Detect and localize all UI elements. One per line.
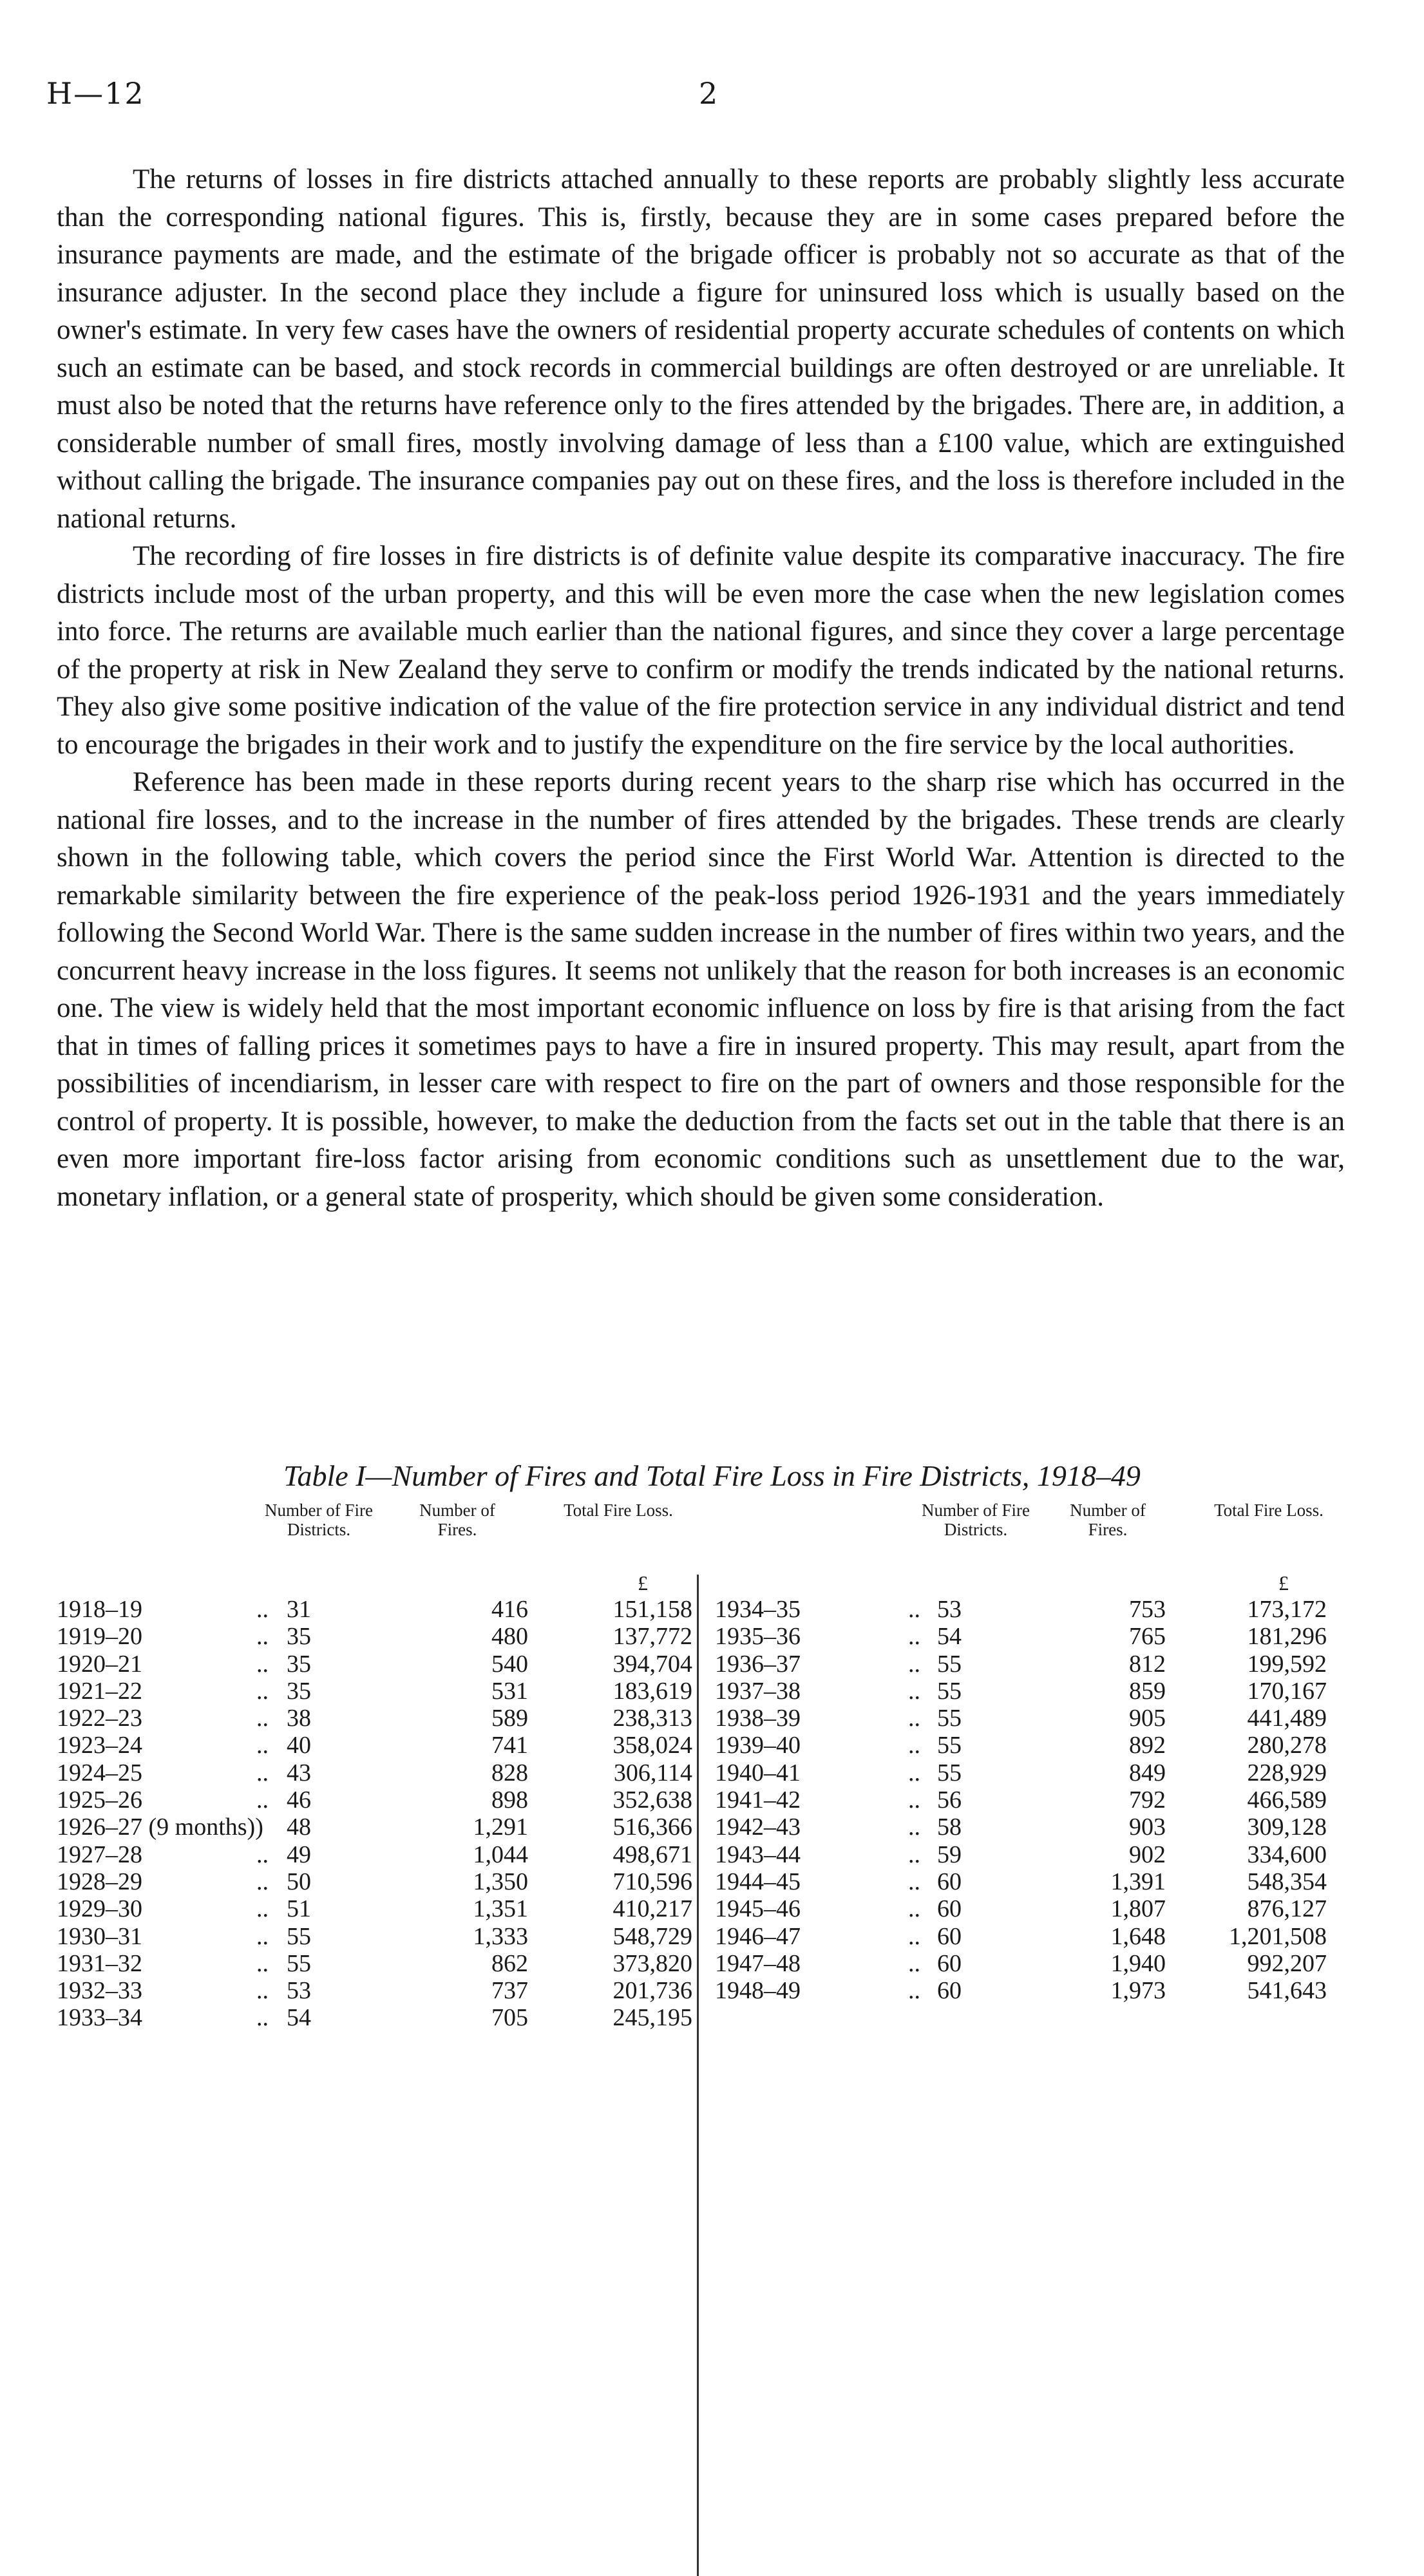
districts-cell: 58 — [937, 1814, 962, 1841]
year-cell: 1924–25 — [57, 1759, 142, 1786]
districts-cell: 43 — [287, 1759, 311, 1786]
loss-cell: 173,172 — [1247, 1596, 1327, 1623]
leader-dots: .. — [256, 1841, 269, 1868]
fires-cell: 892 — [1129, 1732, 1166, 1759]
table-row — [0, 1814, 1424, 1841]
loss-cell: 238,313 — [612, 1705, 692, 1732]
districts-cell: 35 — [287, 1677, 311, 1705]
loss-cell: 358,024 — [612, 1732, 692, 1759]
districts-cell: 46 — [287, 1786, 311, 1814]
year-cell: 1942–43 — [715, 1814, 801, 1841]
fires-cell: 898 — [491, 1786, 528, 1814]
header-districts-left: Number of Fire Districts. — [265, 1501, 373, 1539]
currency-right: £ — [1278, 1571, 1289, 1595]
table-row — [0, 1759, 1424, 1786]
year-cell: 1936–37 — [715, 1650, 801, 1678]
leader-dots: .. — [256, 2004, 269, 2032]
header-fires-left: Number of Fires. — [419, 1501, 495, 1539]
districts-cell: 40 — [287, 1732, 311, 1759]
fires-cell: 1,807 — [1110, 1895, 1166, 1923]
body-text — [57, 161, 1345, 1216]
leader-dots: .. — [908, 1814, 920, 1841]
loss-cell: 410,217 — [612, 1895, 692, 1923]
loss-cell: 201,736 — [612, 1977, 692, 2005]
leader-dots: .. — [908, 1623, 920, 1651]
loss-cell: 306,114 — [613, 1759, 692, 1786]
year-cell: 1943–44 — [715, 1841, 801, 1868]
loss-cell: 441,489 — [1247, 1705, 1327, 1732]
header-districts-right: Number of Fire Districts. — [922, 1501, 1030, 1539]
districts-cell: 60 — [937, 1895, 962, 1923]
year-cell: 1919–20 — [57, 1623, 142, 1651]
loss-cell: 181,296 — [1247, 1623, 1327, 1651]
year-cell: 1918–19 — [57, 1596, 142, 1623]
leader-dots: .. — [256, 1759, 269, 1786]
table-title: Table I—Number of Fires and Total Fire Loss in Fire Districts, 1918–49 — [283, 1459, 1141, 1492]
fires-cell: 1,333 — [473, 1922, 528, 1950]
loss-cell: 710,596 — [612, 1868, 692, 1895]
year-cell: 1935–36 — [715, 1623, 801, 1651]
year-cell: 1930–31 — [57, 1922, 142, 1950]
districts-cell: 50 — [287, 1868, 311, 1895]
year-cell: 1921–22 — [57, 1677, 142, 1705]
fires-cell: 849 — [1129, 1759, 1166, 1786]
fires-cell: 1,648 — [1110, 1922, 1166, 1950]
year-cell: 1926–27 (9 months)) — [57, 1814, 263, 1841]
page-number: 2 — [699, 76, 718, 111]
leader-dots: .. — [256, 1677, 269, 1705]
loss-cell: 373,820 — [612, 1949, 692, 1977]
loss-cell: 1,201,508 — [1229, 1922, 1327, 1950]
year-cell: 1938–39 — [715, 1705, 801, 1732]
districts-cell: 54 — [937, 1623, 962, 1651]
loss-cell: 548,729 — [612, 1922, 692, 1950]
fires-cell: 540 — [491, 1650, 528, 1678]
leader-dots: .. — [256, 1732, 269, 1759]
districts-cell: 48 — [287, 1814, 311, 1841]
table-row — [0, 1868, 1424, 1895]
districts-cell: 55 — [287, 1949, 311, 1977]
districts-cell: 53 — [937, 1596, 962, 1623]
districts-cell: 54 — [287, 2004, 311, 2032]
districts-cell: 60 — [937, 1868, 962, 1895]
year-cell: 1920–21 — [57, 1650, 142, 1678]
year-cell: 1945–46 — [715, 1895, 801, 1923]
loss-cell: 245,195 — [612, 2004, 692, 2032]
table-row — [0, 2004, 1424, 2031]
leader-dots: .. — [908, 1677, 920, 1705]
leader-dots: .. — [908, 1732, 920, 1759]
table-row — [0, 1895, 1424, 1922]
leader-dots: .. — [908, 1786, 920, 1814]
fires-cell: 905 — [1129, 1705, 1166, 1732]
loss-cell: 498,671 — [612, 1841, 692, 1868]
fires-cell: 1,973 — [1110, 1977, 1166, 2005]
table-row — [0, 1950, 1424, 1977]
year-cell: 1925–26 — [57, 1786, 142, 1814]
leader-dots: .. — [256, 1977, 269, 2005]
year-cell: 1932–33 — [57, 1977, 142, 2005]
loss-cell: 992,207 — [1247, 1949, 1327, 1977]
leader-dots: .. — [256, 1623, 269, 1651]
loss-cell: 516,366 — [612, 1814, 692, 1841]
table-row — [0, 1977, 1424, 2004]
districts-cell: 55 — [937, 1705, 962, 1732]
leader-dots: .. — [908, 1650, 920, 1678]
fires-cell: 902 — [1129, 1841, 1166, 1868]
leader-dots: .. — [256, 1650, 269, 1678]
leader-dots: .. — [256, 1705, 269, 1732]
leader-dots: .. — [908, 1759, 920, 1786]
leader-dots: .. — [908, 1977, 920, 2005]
districts-cell: 35 — [287, 1650, 311, 1678]
table-row — [0, 1678, 1424, 1705]
table-row — [0, 1705, 1424, 1732]
districts-cell: 55 — [937, 1677, 962, 1705]
paragraph-1: The returns of losses in fire districts attached annually to these reports are probably slightly less accurate than the corresponding national figures. This is, firstly, because they are in some cases prepared before the insurance payments are made, and the estimate of the brigade officer is probably not so accurate as that of the insurance adjuster. In the second place they include a figure for uninsured loss which is usually based on the owner's estimate. In very few cases have the owners of residential property accurate schedules of contents on which such an estimate can be based, and stock records in commercial buildings are often destroyed or are unreliable. It must also be noted that the returns have reference only to the fires attended by the brigades. There are, in addition, a considerable number of small fires, mostly involving damage of less than a £100 value, which are extinguished without calling the brigade. The insurance companies pay out on these fires, and the loss is therefore included in the national returns. — [57, 164, 1345, 534]
leader-dots: .. — [256, 1922, 269, 1950]
year-cell: 1929–30 — [57, 1895, 142, 1923]
leader-dots: .. — [256, 1949, 269, 1977]
districts-cell: 31 — [287, 1596, 311, 1623]
page-reference: H—12 — [46, 76, 145, 111]
fires-cell: 1,351 — [473, 1895, 528, 1923]
loss-cell: 199,592 — [1247, 1650, 1327, 1678]
loss-cell: 280,278 — [1247, 1732, 1327, 1759]
year-cell: 1948–49 — [715, 1977, 801, 2005]
loss-cell: 137,772 — [612, 1623, 692, 1651]
year-cell: 1937–38 — [715, 1677, 801, 1705]
loss-cell: 183,619 — [612, 1677, 692, 1705]
fires-cell: 531 — [491, 1677, 528, 1705]
year-cell: 1922–23 — [57, 1705, 142, 1732]
year-cell: 1944–45 — [715, 1868, 801, 1895]
loss-cell: 876,127 — [1247, 1895, 1327, 1923]
fires-cell: 737 — [491, 1977, 528, 2005]
loss-cell: 541,643 — [1247, 1977, 1327, 2005]
year-cell: 1940–41 — [715, 1759, 801, 1786]
fires-cell: 792 — [1129, 1786, 1166, 1814]
loss-cell: 352,638 — [612, 1786, 692, 1814]
fires-cell: 589 — [491, 1705, 528, 1732]
header-loss-right: Total Fire Loss. — [1214, 1501, 1324, 1520]
districts-cell: 53 — [287, 1977, 311, 2005]
table-row — [0, 1623, 1424, 1650]
loss-cell: 394,704 — [612, 1650, 692, 1678]
table-row — [0, 1923, 1424, 1950]
districts-cell: 55 — [287, 1922, 311, 1950]
districts-cell: 35 — [287, 1623, 311, 1651]
districts-cell: 60 — [937, 1922, 962, 1950]
leader-dots: .. — [908, 1949, 920, 1977]
table-row — [0, 1732, 1424, 1759]
year-cell: 1941–42 — [715, 1786, 801, 1814]
year-cell: 1934–35 — [715, 1596, 801, 1623]
leader-dots: .. — [908, 1868, 920, 1895]
year-cell: 1928–29 — [57, 1868, 142, 1895]
year-cell: 1927–28 — [57, 1841, 142, 1868]
leader-dots: .. — [908, 1922, 920, 1950]
fires-cell: 741 — [491, 1732, 528, 1759]
fires-cell: 859 — [1129, 1677, 1166, 1705]
fires-cell: 753 — [1129, 1596, 1166, 1623]
leader-dots: .. — [256, 1895, 269, 1923]
districts-cell: 51 — [287, 1895, 311, 1923]
leader-dots: .. — [256, 1868, 269, 1895]
districts-cell: 38 — [287, 1705, 311, 1732]
table-row — [0, 1651, 1424, 1678]
fires-cell: 903 — [1129, 1814, 1166, 1841]
fires-cell: 828 — [491, 1759, 528, 1786]
fires-cell: 705 — [491, 2004, 528, 2032]
loss-cell: 228,929 — [1247, 1759, 1327, 1786]
header-fires-right: Number of Fires. — [1070, 1501, 1146, 1539]
districts-cell: 56 — [937, 1786, 962, 1814]
leader-dots: .. — [908, 1841, 920, 1868]
districts-cell: 55 — [937, 1732, 962, 1759]
districts-cell: 59 — [937, 1841, 962, 1868]
districts-cell: 49 — [287, 1841, 311, 1868]
fires-cell: 862 — [491, 1949, 528, 1977]
table-body — [0, 1596, 1424, 2032]
fires-cell: 1,350 — [473, 1868, 528, 1895]
table-row — [0, 1841, 1424, 1868]
loss-cell: 334,600 — [1247, 1841, 1327, 1868]
fires-cell: 765 — [1129, 1623, 1166, 1651]
loss-cell: 309,128 — [1247, 1814, 1327, 1841]
loss-cell: 170,167 — [1247, 1677, 1327, 1705]
districts-cell: 60 — [937, 1949, 962, 1977]
loss-cell: 548,354 — [1247, 1868, 1327, 1895]
currency-left: £ — [638, 1571, 648, 1595]
header-loss-left: Total Fire Loss. — [564, 1501, 673, 1520]
loss-cell: 466,589 — [1247, 1786, 1327, 1814]
leader-dots: .. — [256, 1596, 269, 1623]
districts-cell: 55 — [937, 1759, 962, 1786]
leader-dots: .. — [908, 1895, 920, 1923]
districts-cell: 60 — [937, 1977, 962, 2005]
table-row — [0, 1596, 1424, 1623]
fires-cell: 1,044 — [473, 1841, 528, 1868]
paragraph-2: The recording of fire losses in fire districts is of definite value despite its comparative inaccuracy. The fire districts include most of the urban property, and this will be even more the case when the new legislation comes into force. The returns are available much earlier than the national figures, and since they cover a large percentage of the property at risk in New Zealand they serve to confirm or modify the trends indicated by the national returns. They also give some positive indication of the value of the fire protection service in any individual district and tend to encourage the brigades in their work and to justify the expenditure on the fire service by the local authorities. — [57, 541, 1345, 760]
year-cell: 1933–34 — [57, 2004, 142, 2032]
paragraph-3: Reference has been made in these reports during recent years to the sharp rise which has occurred in the national fire losses, and to the increase in the number of fires attended by the brigades. These trends are clearly shown in the following table, which covers the period since the First World War. Attention is directed to the remarkable similarity between the fire experience of the peak-loss period 1926-1931 and the years immediately following the Second World War. There is the same sudden increase in the number of fires within two years, and the concurrent heavy increase in the loss figures. It seems not unlikely that the reason for both increases is an economic one. The view is widely held that the most important economic influence on loss by fire is that arising from the fact that in times of falling prices it sometimes pays to have a fire in insured property. This may result, apart from the possibilities of incendiarism, in lesser care with respect to fire on the part of owners and those responsible for the control of property. It is possible, however, to make the deduction from the facts set out in the table that there is an even more important fire-loss factor arising from economic conditions such as unsettlement due to the war, monetary inflation, or a general state of prosperity, which should be given some consideration. — [57, 767, 1345, 1212]
fires-cell: 1,940 — [1110, 1949, 1166, 1977]
table-row — [0, 1786, 1424, 1814]
leader-dots: .. — [908, 1596, 920, 1623]
year-cell: 1946–47 — [715, 1922, 801, 1950]
fires-cell: 1,391 — [1110, 1868, 1166, 1895]
fires-cell: 480 — [491, 1623, 528, 1651]
leader-dots: .. — [908, 1705, 920, 1732]
leader-dots: .. — [256, 1786, 269, 1814]
loss-cell: 151,158 — [612, 1596, 692, 1623]
districts-cell: 55 — [937, 1650, 962, 1678]
year-cell: 1931–32 — [57, 1949, 142, 1977]
fires-cell: 416 — [491, 1596, 528, 1623]
fires-cell: 1,291 — [473, 1814, 528, 1841]
fires-cell: 812 — [1129, 1650, 1166, 1678]
year-cell: 1939–40 — [715, 1732, 801, 1759]
year-cell: 1947–48 — [715, 1949, 801, 1977]
year-cell: 1923–24 — [57, 1732, 142, 1759]
